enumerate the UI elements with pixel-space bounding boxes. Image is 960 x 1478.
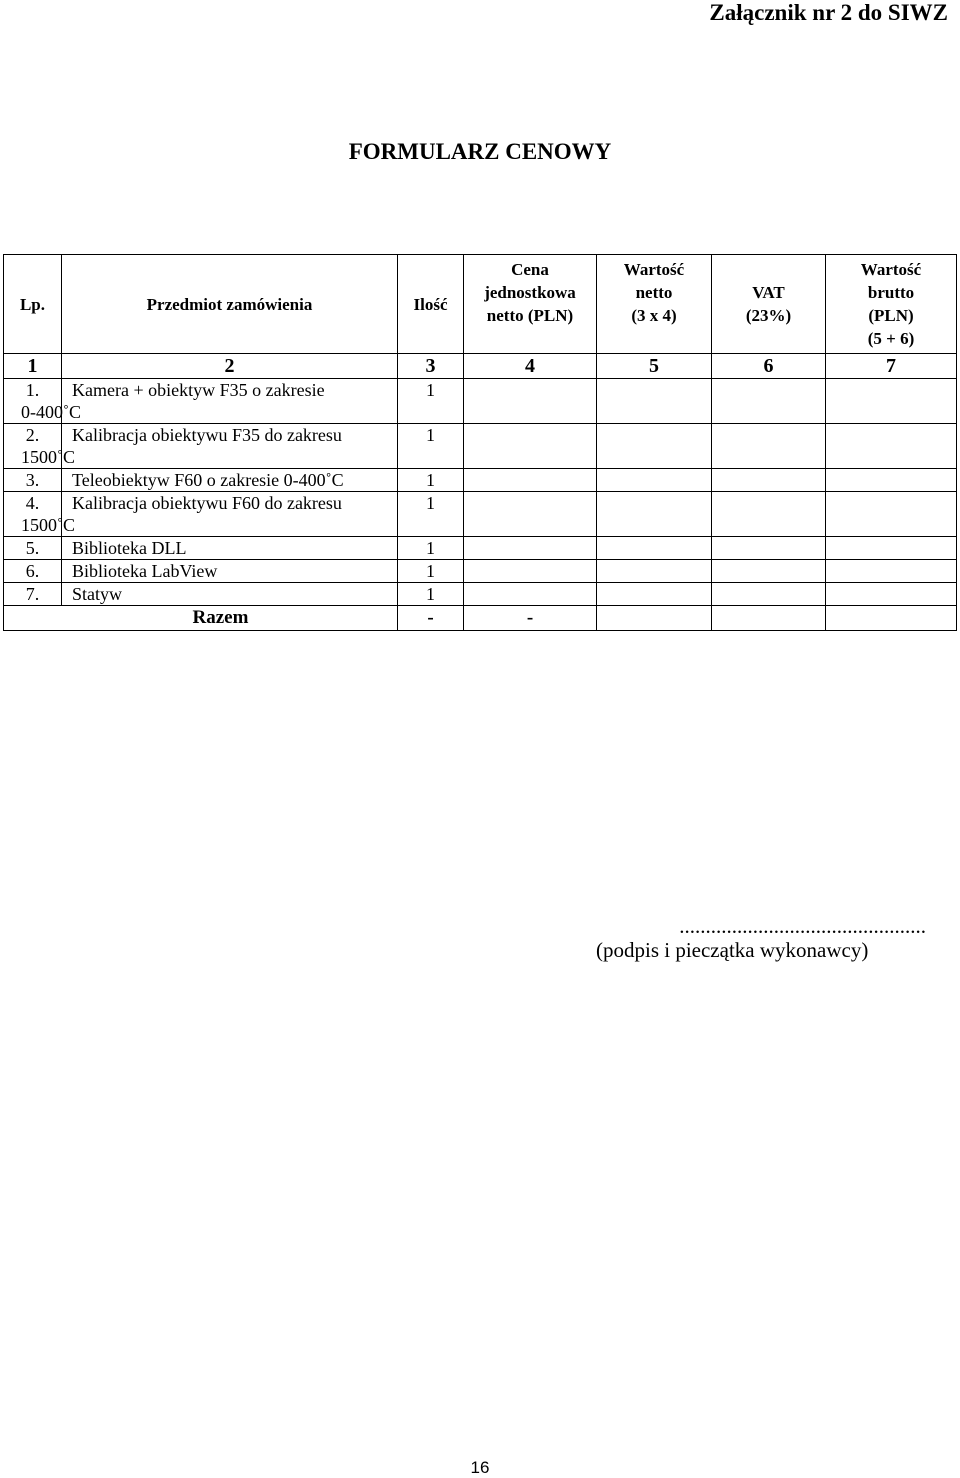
row-gross-value-cell[interactable] — [826, 469, 957, 492]
document-title: FORMULARZ CENOWY — [348, 139, 612, 164]
row-name — [21, 424, 398, 469]
row-net-value-cell[interactable] — [597, 379, 712, 424]
row-gross-value-cell[interactable] — [826, 537, 957, 560]
header-gross-value-line: brutto — [867, 283, 915, 302]
header-vat-line: VAT — [752, 283, 785, 302]
row-lp: 5. — [4, 537, 62, 560]
row-qty: 1 — [398, 560, 464, 583]
row-lp: 2. — [4, 424, 62, 469]
row-name-text: Teleobiektyw F60 o zakresie 0-400˚C — [72, 470, 344, 490]
row-vat-cell[interactable] — [712, 379, 826, 424]
header-net-value-line: (3 x 4) — [631, 306, 677, 325]
row-qty: 1 — [398, 583, 464, 606]
column-number: 6 — [712, 354, 826, 379]
row-qty: 1 — [398, 424, 464, 469]
table-header-row — [4, 255, 957, 354]
total-vat-cell[interactable] — [712, 606, 826, 631]
header-lp: Lp. — [4, 255, 62, 354]
header-unit-price-line: netto (PLN) — [486, 306, 574, 325]
row-name-text: Kalibracja obiektywu F35 do zakresu — [72, 425, 342, 445]
header-gross-value — [826, 255, 957, 354]
header-unit-price-line: Cena — [511, 260, 549, 279]
row-name — [21, 379, 398, 424]
row-vat-cell[interactable] — [712, 424, 826, 469]
row-name-text: Kamera + obiektyw F35 o zakresie — [72, 380, 325, 400]
total-row — [4, 606, 957, 631]
header-gross-value-line: Wartość — [860, 260, 922, 279]
row-lp: 1. — [4, 379, 62, 424]
row-gross-value-cell[interactable] — [826, 379, 957, 424]
row-qty: 1 — [398, 537, 464, 560]
signature-line: ............................................... — [679, 914, 926, 938]
price-table — [3, 254, 957, 631]
row-name — [62, 537, 398, 560]
row-name-continuation: 1500˚C — [21, 515, 75, 535]
row-name-text: Biblioteka DLL — [72, 538, 187, 558]
header-vat-line: (23%) — [745, 306, 792, 325]
column-number: 3 — [398, 354, 464, 379]
row-gross-value-cell[interactable] — [826, 583, 957, 606]
signature-block — [596, 914, 926, 962]
row-qty: 1 — [398, 492, 464, 537]
row-vat-cell[interactable] — [712, 560, 826, 583]
row-qty: 1 — [398, 379, 464, 424]
row-vat-cell[interactable] — [712, 492, 826, 537]
header-qty: Ilość — [398, 255, 464, 354]
total-label: Razem — [4, 606, 398, 631]
row-net-value-cell[interactable] — [597, 560, 712, 583]
table-row — [4, 560, 957, 583]
row-gross-value-cell[interactable] — [826, 424, 957, 469]
row-name-text: Kalibracja obiektywu F60 do zakresu — [72, 493, 342, 513]
row-gross-value-cell[interactable] — [826, 492, 957, 537]
row-unit-price-cell[interactable] — [464, 379, 597, 424]
header-net-value-line: Wartość — [623, 260, 685, 279]
row-lp: 7. — [4, 583, 62, 606]
row-vat-cell[interactable] — [712, 537, 826, 560]
row-unit-price-cell[interactable] — [464, 537, 597, 560]
total-qty: - — [398, 606, 464, 631]
signature-caption: (podpis i pieczątka wykonawcy) — [596, 938, 869, 962]
row-net-value-cell[interactable] — [597, 583, 712, 606]
row-gross-value-cell[interactable] — [826, 560, 957, 583]
row-unit-price-cell[interactable] — [464, 424, 597, 469]
row-name-continuation: 1500˚C — [21, 447, 75, 467]
header-net-value — [597, 255, 712, 354]
total-gross-value-cell[interactable] — [826, 606, 957, 631]
row-name-text: Biblioteka LabView — [72, 561, 218, 581]
header-vat — [712, 255, 826, 354]
row-vat-cell[interactable] — [712, 583, 826, 606]
column-number: 7 — [826, 354, 957, 379]
table-row — [4, 379, 957, 424]
row-lp: 4. — [4, 492, 62, 537]
row-unit-price-cell[interactable] — [464, 560, 597, 583]
row-unit-price-cell[interactable] — [464, 583, 597, 606]
column-number: 5 — [597, 354, 712, 379]
row-qty: 1 — [398, 469, 464, 492]
total-net-value-cell[interactable] — [597, 606, 712, 631]
row-net-value-cell[interactable] — [597, 469, 712, 492]
header-gross-value-line: (PLN) — [868, 306, 914, 325]
header-subject: Przedmiot zamówienia — [62, 255, 398, 354]
row-name-continuation: 0-400˚C — [21, 402, 81, 422]
table-row — [4, 492, 957, 537]
total-unit-price: - — [464, 606, 597, 631]
table-row — [4, 424, 957, 469]
row-vat-cell[interactable] — [712, 469, 826, 492]
column-number: 1 — [4, 354, 62, 379]
header-unit-price-line: jednostkowa — [484, 283, 576, 302]
column-number: 2 — [62, 354, 398, 379]
row-name — [62, 583, 398, 606]
row-net-value-cell[interactable] — [597, 424, 712, 469]
header-unit-price — [464, 255, 597, 354]
row-lp: 3. — [4, 469, 62, 492]
page-number: 16 — [470, 1458, 490, 1477]
column-number-row — [4, 354, 957, 379]
row-name — [21, 492, 398, 537]
annex-label: Załącznik nr 2 do SIWZ — [709, 0, 948, 25]
row-lp: 6. — [4, 560, 62, 583]
column-number: 4 — [464, 354, 597, 379]
row-net-value-cell[interactable] — [597, 537, 712, 560]
row-net-value-cell[interactable] — [597, 492, 712, 537]
row-name-text: Statyw — [72, 584, 123, 604]
row-name — [62, 560, 398, 583]
row-unit-price-cell[interactable] — [464, 469, 597, 492]
header-net-value-line: netto — [635, 283, 673, 302]
row-unit-price-cell[interactable] — [464, 492, 597, 537]
table-row — [4, 583, 957, 606]
table-row — [4, 469, 957, 492]
row-name — [62, 469, 398, 492]
table-row — [4, 537, 957, 560]
header-gross-value-line: (5 + 6) — [867, 329, 915, 348]
